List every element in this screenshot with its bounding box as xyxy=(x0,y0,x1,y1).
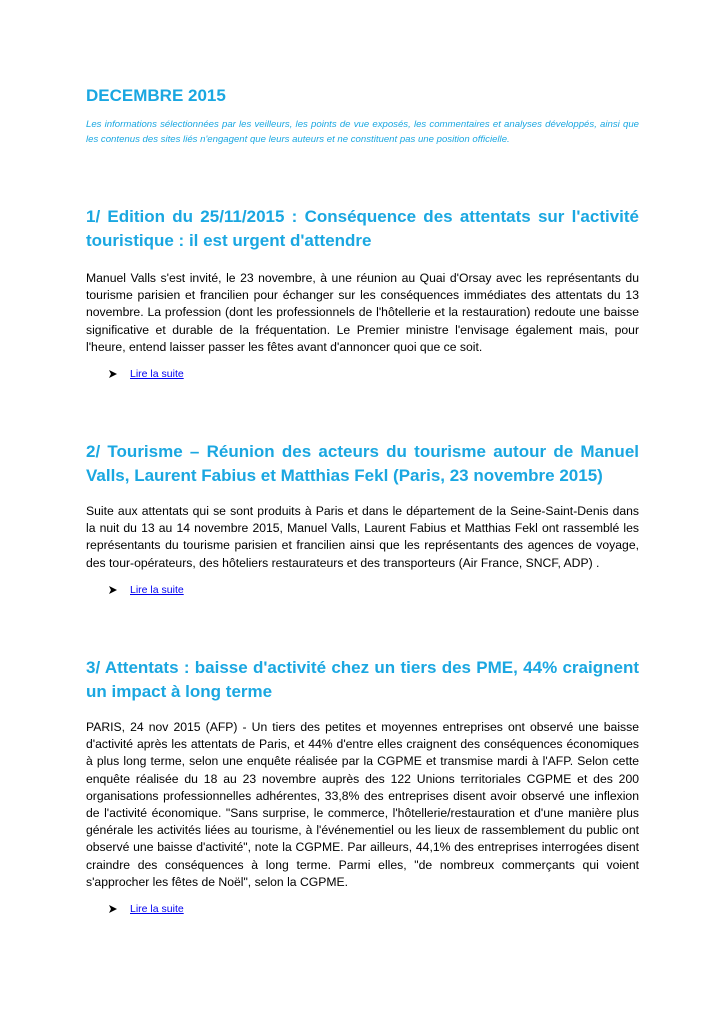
arrow-bullet-icon xyxy=(108,369,118,379)
read-more-row xyxy=(108,584,639,596)
section-2 xyxy=(86,440,639,596)
section-body: Suite aux attentats qui se sont produits à Paris et dans le département de la Seine-Saint-Denis dans la nuit du 13 au 14 novembre 2015, Manuel Valls, Laurent Fabius et Matthias Fekl ont rassemblé les représentants du tourisme parisien et francilien ainsi que les représentants des agences de voyage, des tour-opérateurs, des hôteliers restaurateurs et des transporteurs (Air France, SNCF, ADP) . xyxy=(86,504,639,570)
document-title: DECEMBRE 2015 xyxy=(86,86,226,105)
document-page xyxy=(86,84,639,916)
section-title: 2/ Tourisme – Réunion des acteurs du tourisme autour de Manuel Valls, Laurent Fabius et Matthias Fekl (Paris, 23 novembre 2015) xyxy=(86,442,639,485)
section-body: PARIS, 24 nov 2015 (AFP) - Un tiers des petites et moyennes entreprises ont observé une baisse d'activité après les attentats de Paris, et 44% d'entre elles craignent des conséquences économiques à plus long terme, selon une enquête réalisée par la CGPME et transmise mardi à l'AFP. Selon cette enquête réalisée du 18 au 23 novembre auprès des 122 Unions territoriales CGPME et des 200 organisations professionnelles adhérentes, 33,8% des entreprises disent avoir observé une inflexion de l'activité économique. "Sans surprise, le commerce, l'hôtellerie/restauration et d'une manière plus générale les activités liées au tourisme, à l'événementiel ou les lieux de rassemblement du public ont observé une baisse d'activité", note la CGPME. Par ailleurs, 44,1% des entreprises interrogées disent craindre des conséquences à long terme. Parmi elles, "de nombreux commerçants qui voient s'approcher les fêtes de Noël", selon la CGPME. xyxy=(86,720,639,889)
section-3 xyxy=(86,656,639,915)
section-title: 1/ Edition du 25/11/2015 : Conséquence des attentats sur l'activité touristique : il est urgent d'attendre xyxy=(86,207,639,250)
read-more-link[interactable]: Lire la suite xyxy=(130,903,184,916)
section-title: 3/ Attentats : baisse d'activité chez un tiers des PME, 44% craignent un impact à long terme xyxy=(86,658,639,701)
disclaimer: Les informations sélectionnées par les veilleurs, les points de vue exposés, les commentaires et analyses développés, ainsi que les contenus des sites liés n'engagent que leurs auteurs et ne constituent pas une position officielle. xyxy=(86,119,639,145)
section-1 xyxy=(86,205,639,380)
arrow-bullet-icon xyxy=(108,585,118,595)
read-more-link[interactable]: Lire la suite xyxy=(130,583,184,596)
read-more-link[interactable]: Lire la suite xyxy=(130,368,184,381)
read-more-row xyxy=(108,903,639,915)
section-body: Manuel Valls s'est invité, le 23 novembre, à une réunion au Quai d'Orsay avec les représentants du tourisme parisien et francilien pour échanger sur les conséquences immédiates des attentats du 13 novembre. La profession (dont les professionnels de l'hôtellerie et la restauration) redoute une baisse significative et durable de la fréquentation. Le Premier ministre l'envisage également mais, pour l'heure, entend laisser passer les fêtes avant d'annoncer quoi que ce soit. xyxy=(86,271,639,354)
read-more-row xyxy=(108,368,639,380)
arrow-bullet-icon xyxy=(108,904,118,914)
